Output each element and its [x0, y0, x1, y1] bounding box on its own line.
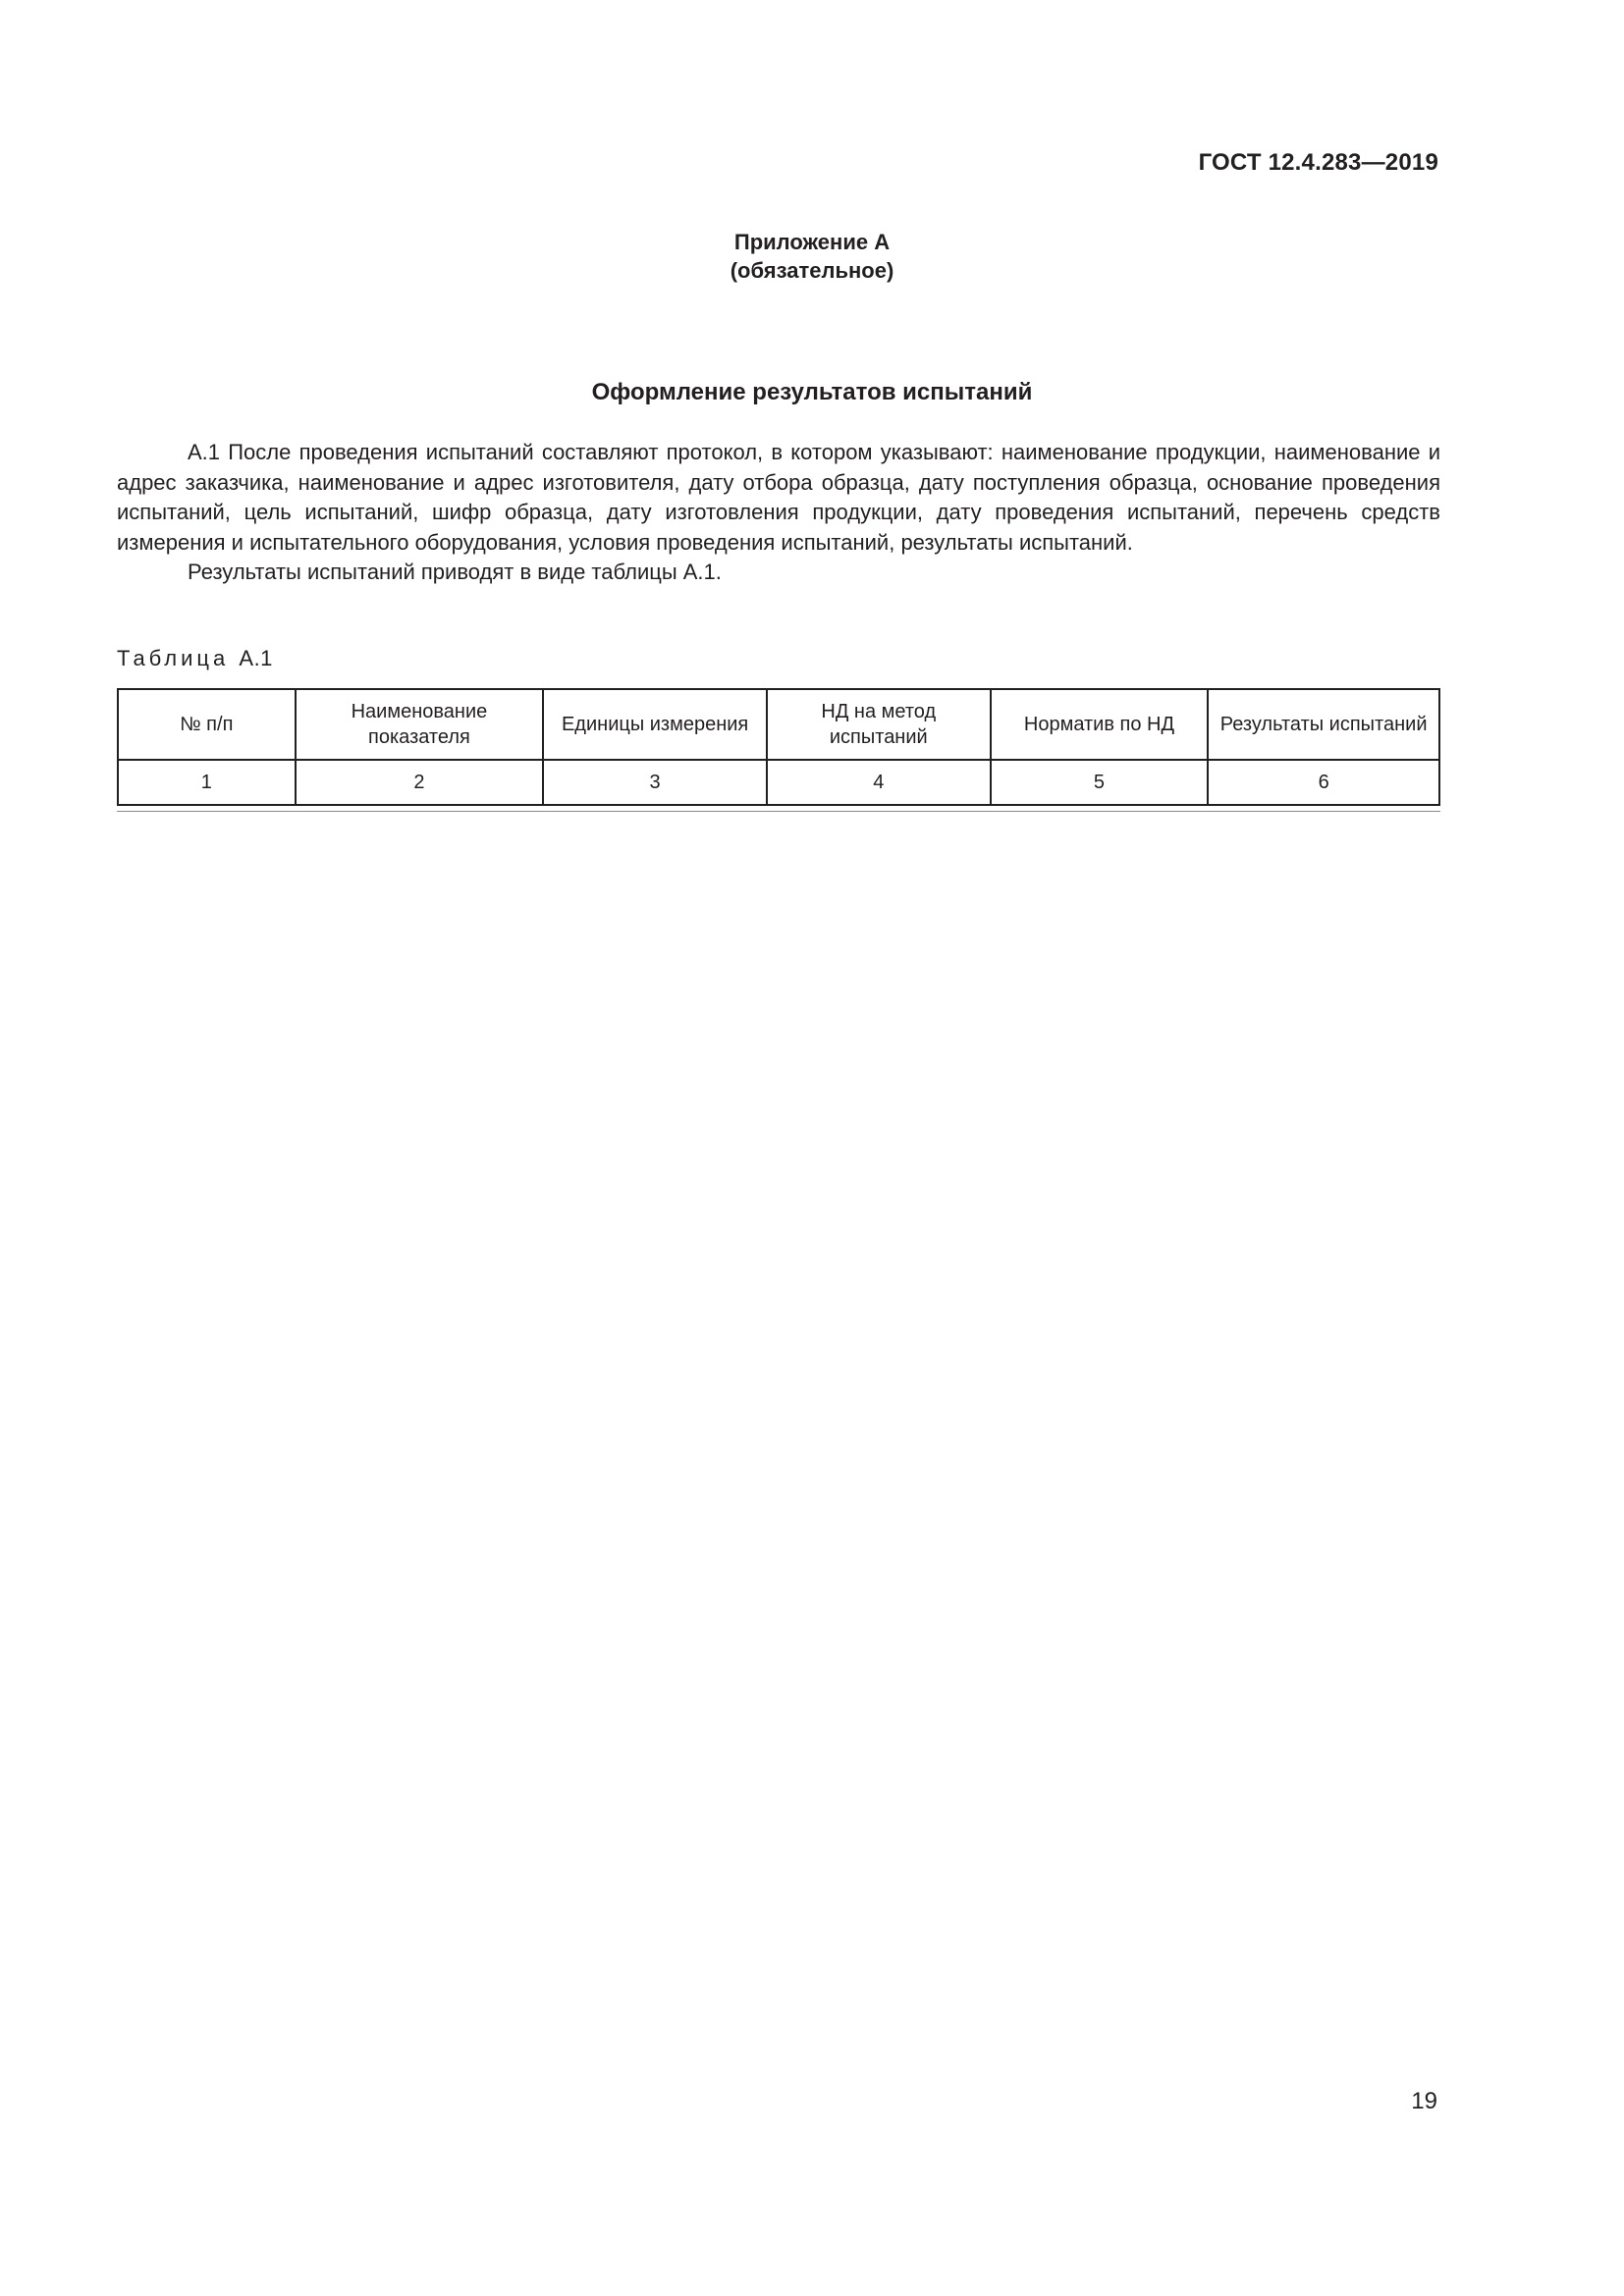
column-header-norm: Норматив по НД [991, 689, 1209, 760]
table-cell: 5 [991, 760, 1209, 805]
table-cell: 1 [118, 760, 296, 805]
column-header-indicator-name: Наименование показателя [296, 689, 544, 760]
table-caption [117, 646, 273, 671]
appendix-status: (обязательное) [730, 258, 894, 283]
appendix-title: Приложение А [733, 230, 891, 254]
table-bottom-rule [117, 811, 1440, 812]
table-cell: 4 [767, 760, 991, 805]
results-table [117, 688, 1440, 806]
column-header-number: № п/п [118, 689, 296, 760]
table-caption-number: А.1 [239, 646, 273, 670]
column-header-units: Единицы измерения [543, 689, 767, 760]
table-caption-word: Таблица [117, 646, 230, 670]
column-header-results: Результаты испытаний [1208, 689, 1439, 760]
appendix-heading [0, 228, 1624, 285]
table-header-row [118, 689, 1439, 760]
table-cell: 3 [543, 760, 767, 805]
page-number: 19 [1411, 2088, 1437, 2114]
paragraph-a1: А.1 После проведения испытаний составляют протокол, в котором указывают: наименование продукции, наименование и адрес заказчика, наименование и адрес изготовителя, дату отбора образца, дату поступления образца, основание проведения испытаний, цель испытаний, шифр образца, дату изготовления продукции, дату проведения испытаний, перечень средств измерения и испытательного оборудования, условия проведения испытаний, результаты испытаний. [117, 440, 1440, 555]
body-text [117, 438, 1440, 588]
table-cell: 6 [1208, 760, 1439, 805]
section-title: Оформление результатов испытаний [591, 379, 1033, 405]
table-cell: 2 [296, 760, 544, 805]
document-code: ГОСТ 12.4.283—2019 [1198, 149, 1438, 176]
column-header-test-method: НД на метод испытаний [767, 689, 991, 760]
paragraph-results-note: Результаты испытаний приводят в виде таблицы А.1. [188, 560, 722, 584]
table-numbering-row [118, 760, 1439, 805]
